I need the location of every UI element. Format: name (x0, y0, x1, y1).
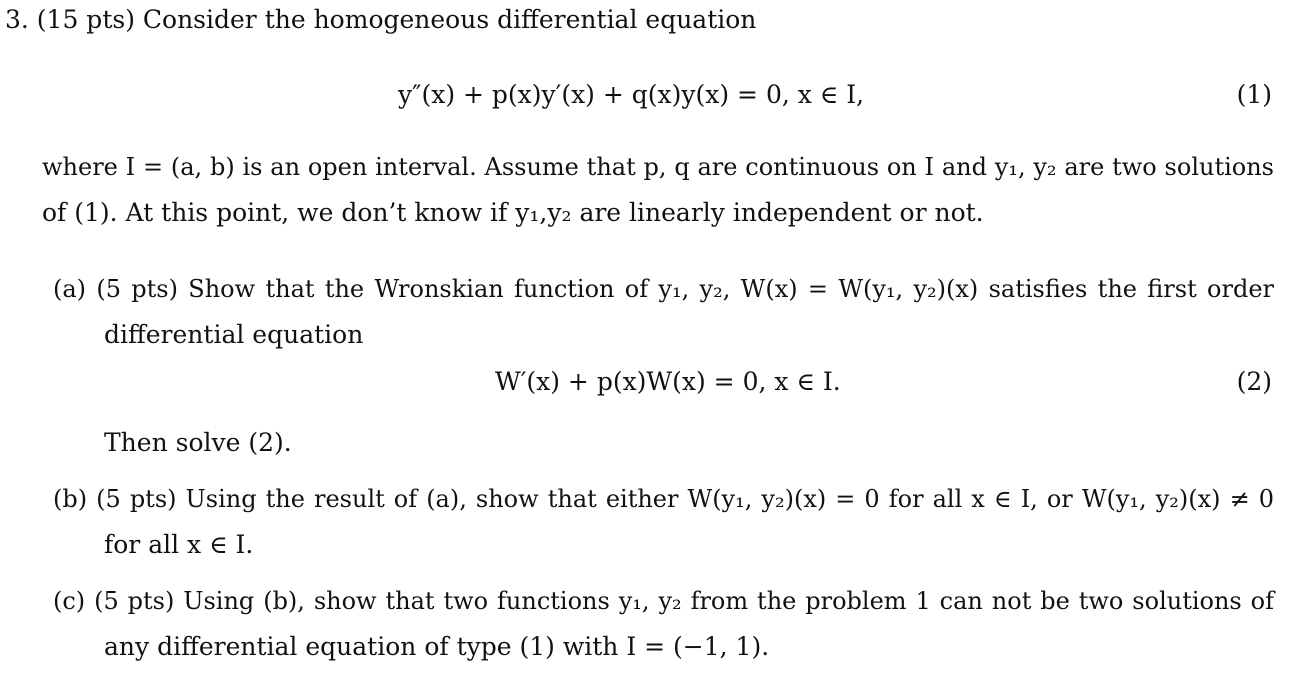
problem-text-line-2: of (1). At this point, we don’t know if y₁,y₂ are linearly independent or not. (42, 198, 984, 227)
equation-2: W′(x) + p(x)W(x) = 0, x ∈ I. (495, 367, 841, 396)
problem-header: 3. (15 pts) Consider the homogeneous differential equation (5, 5, 757, 34)
part-a-line-2: differential equation (104, 320, 364, 349)
equation-1: y″(x) + p(x)y′(x) + q(x)y(x) = 0, x ∈ I, (398, 80, 865, 109)
part-b-line-2: for all x ∈ I. (104, 530, 254, 559)
equation-1-number: (1) (1236, 80, 1272, 109)
part-c-line-1: (c) (5 pts) Using (b), show that two functions y₁, y₂ from the problem 1 can not be two solutions of (53, 587, 1274, 615)
part-b-line-1: (b) (5 pts) Using the result of (a), show that either W(y₁, y₂)(x) = 0 for all x ∈ I, or W(y₁, y₂)(x) ≠ 0 (53, 485, 1274, 513)
part-a-line-1: (a) (5 pts) Show that the Wronskian function of y₁, y₂, W(x) = W(y₁, y₂)(x) satisfies the first order (53, 275, 1274, 303)
problem-text-line-1: where I = (a, b) is an open interval. Assume that p, q are continuous on I and y₁, y₂ are two solutions (42, 153, 1274, 181)
part-c-line-2: any differential equation of type (1) with I = (−1, 1). (104, 632, 770, 661)
part-a-line-3: Then solve (2). (104, 428, 292, 457)
equation-2-number: (2) (1236, 367, 1272, 396)
